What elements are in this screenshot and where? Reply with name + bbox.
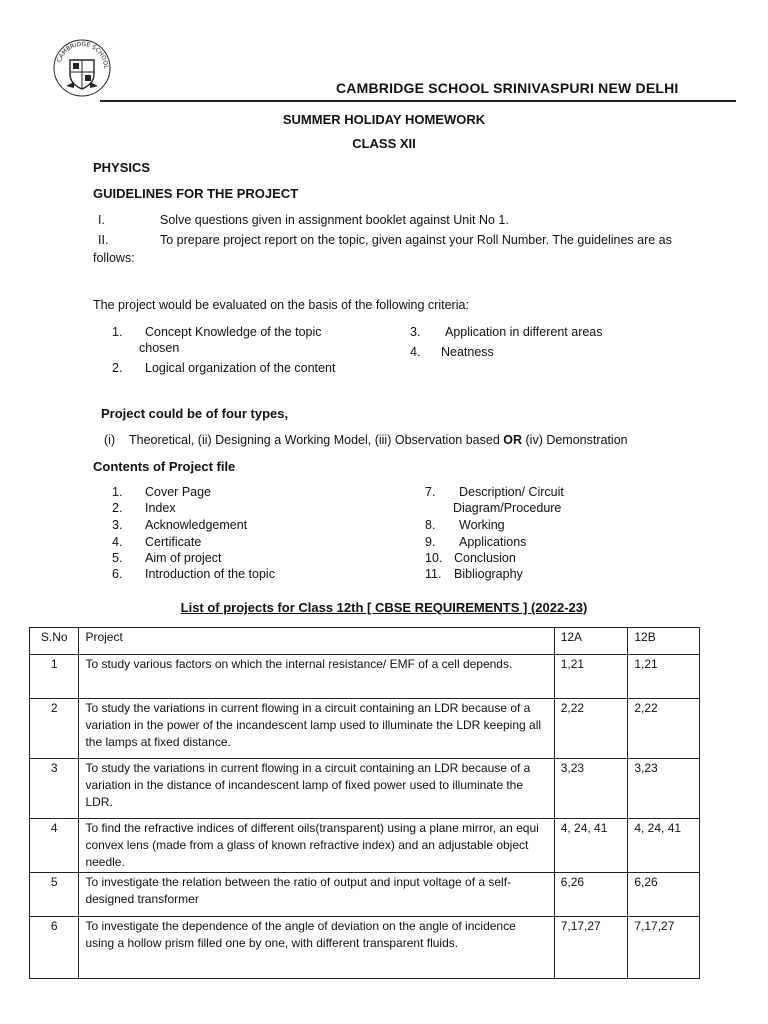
document-title: SUMMER HOLIDAY HOMEWORK — [282, 112, 486, 127]
contents-number: 2. — [112, 501, 123, 515]
row-12a: 7,17,27 — [554, 917, 628, 979]
contents-text: Index — [145, 501, 176, 515]
guideline-number: I. — [98, 213, 105, 227]
row-12b: 2,22 — [628, 699, 700, 759]
row-sno: 6 — [30, 917, 79, 979]
row-sno: 5 — [30, 873, 79, 917]
row-12b: 6,26 — [628, 873, 700, 917]
row-sno: 3 — [30, 759, 79, 819]
row-project: To investigate the dependence of the angle of deviation on the angle of incidence using a hollow prism filled one by one, with different transparent fluids. — [79, 917, 554, 979]
criteria-number: 1. — [112, 325, 123, 339]
row-sno: 4 — [30, 819, 79, 873]
contents-number: 6. — [112, 567, 123, 581]
guideline-number: II. — [98, 233, 109, 247]
school-crest-icon — [52, 38, 112, 98]
contents-text-continuation: Diagram/Procedure — [453, 501, 562, 515]
contents-number: 11. — [425, 567, 442, 581]
table-row — [30, 655, 700, 699]
subject-heading: PHYSICS — [93, 160, 151, 175]
project-types-prefix: (i) — [104, 433, 116, 447]
row-12b: 1,21 — [628, 655, 700, 699]
project-types-text-end: (iv) Demonstration — [525, 433, 628, 447]
row-project: To investigate the relation between the ratio of output and input voltage of a self-designed transformer — [79, 873, 554, 917]
class-title: CLASS XII — [352, 136, 416, 151]
contents-number: 10. — [425, 551, 443, 565]
criteria-text: Neatness — [441, 345, 494, 359]
table-row — [30, 759, 700, 819]
guidelines-heading: GUIDELINES FOR THE PROJECT — [93, 186, 299, 201]
project-types-line — [104, 433, 628, 447]
table-row — [30, 699, 700, 759]
row-project: To study the variations in current flowing in a circuit containing an LDR because of a variation in the distance of incandescent lamp of fixed power used to illuminate the LDR. — [79, 759, 554, 819]
criteria-text: Concept Knowledge of the topic — [145, 325, 322, 339]
row-sno: 1 — [30, 655, 79, 699]
school-name: CAMBRIDGE SCHOOL SRINIVASPURI NEW DELHI — [336, 80, 679, 96]
project-types-text: Theoretical, (ii) Designing a Working Model, (iii) Observation based — [129, 433, 500, 447]
row-12a: 2,22 — [554, 699, 628, 759]
school-logo — [52, 38, 112, 98]
table-row — [30, 819, 700, 873]
column-header-12b: 12B — [628, 628, 700, 655]
projects-table — [29, 627, 700, 979]
criteria-number: 4. — [410, 345, 421, 359]
row-12a: 3,23 — [554, 759, 628, 819]
column-header-sno: S.No — [30, 628, 79, 655]
project-types-or: OR — [503, 433, 523, 447]
row-project: To study various factors on which the internal resistance/ EMF of a cell depends. — [79, 655, 554, 699]
project-list-title: List of projects for Class 12th [ CBSE REQUIREMENTS ] (2022-23) — [180, 600, 588, 615]
contents-text: Conclusion — [454, 551, 516, 565]
contents-number: 4. — [112, 535, 123, 549]
contents-number: 9. — [425, 535, 436, 549]
criteria-text: Logical organization of the content — [145, 361, 336, 375]
contents-text: Aim of project — [145, 551, 222, 565]
row-project: To study the variations in current flowing in a circuit containing an LDR because of a variation in the power of the incandescent lamp used to illuminate the LDR keeping all the lamps at fixed distance. — [79, 699, 554, 759]
header-divider — [100, 100, 736, 102]
contents-text: Bibliography — [454, 567, 523, 581]
table-header-row — [30, 628, 700, 655]
column-header-12a: 12A — [554, 628, 628, 655]
project-types-heading: Project could be of four types, — [101, 406, 289, 421]
criteria-number: 2. — [112, 361, 123, 375]
criteria-text-continuation: chosen — [139, 341, 180, 355]
contents-text: Description/ Circuit — [459, 485, 564, 499]
contents-text: Applications — [459, 535, 527, 549]
row-12b: 3,23 — [628, 759, 700, 819]
row-12b: 4, 24, 41 — [628, 819, 700, 873]
table-row — [30, 873, 700, 917]
guideline-text: To prepare project report on the topic, given against your Roll Number. The guidelines are as — [160, 233, 672, 247]
contents-text: Certificate — [145, 535, 202, 549]
column-header-project: Project — [79, 628, 554, 655]
contents-number: 8. — [425, 518, 436, 532]
table-row — [30, 917, 700, 979]
contents-heading: Contents of Project file — [93, 459, 236, 474]
contents-number: 7. — [425, 485, 436, 499]
row-12a: 6,26 — [554, 873, 628, 917]
contents-number: 3. — [112, 518, 123, 532]
contents-text: Working — [459, 518, 505, 532]
criteria-intro: The project would be evaluated on the basis of the following criteria: — [93, 298, 469, 312]
contents-text: Acknowledgement — [145, 518, 248, 532]
contents-text: Introduction of the topic — [145, 567, 275, 581]
row-12a: 4, 24, 41 — [554, 819, 628, 873]
guideline-text: Solve questions given in assignment booklet against Unit No 1. — [160, 213, 509, 227]
criteria-number: 3. — [410, 325, 421, 339]
contents-number: 1. — [112, 485, 123, 499]
contents-text: Cover Page — [145, 485, 212, 499]
svg-text:CAMBRIDGE SCHOOL: CAMBRIDGE SCHOOL — [55, 40, 110, 69]
row-project: To find the refractive indices of different oils(transparent) using a plane mirror, an equi convex lens (made from a glass of known refractive index) and an adjustable object needle. — [79, 819, 554, 873]
criteria-text: Application in different areas — [445, 325, 603, 339]
row-sno: 2 — [30, 699, 79, 759]
row-12a: 1,21 — [554, 655, 628, 699]
contents-number: 5. — [112, 551, 123, 565]
row-12b: 7,17,27 — [628, 917, 700, 979]
guideline-text-continuation: follows: — [93, 251, 135, 265]
